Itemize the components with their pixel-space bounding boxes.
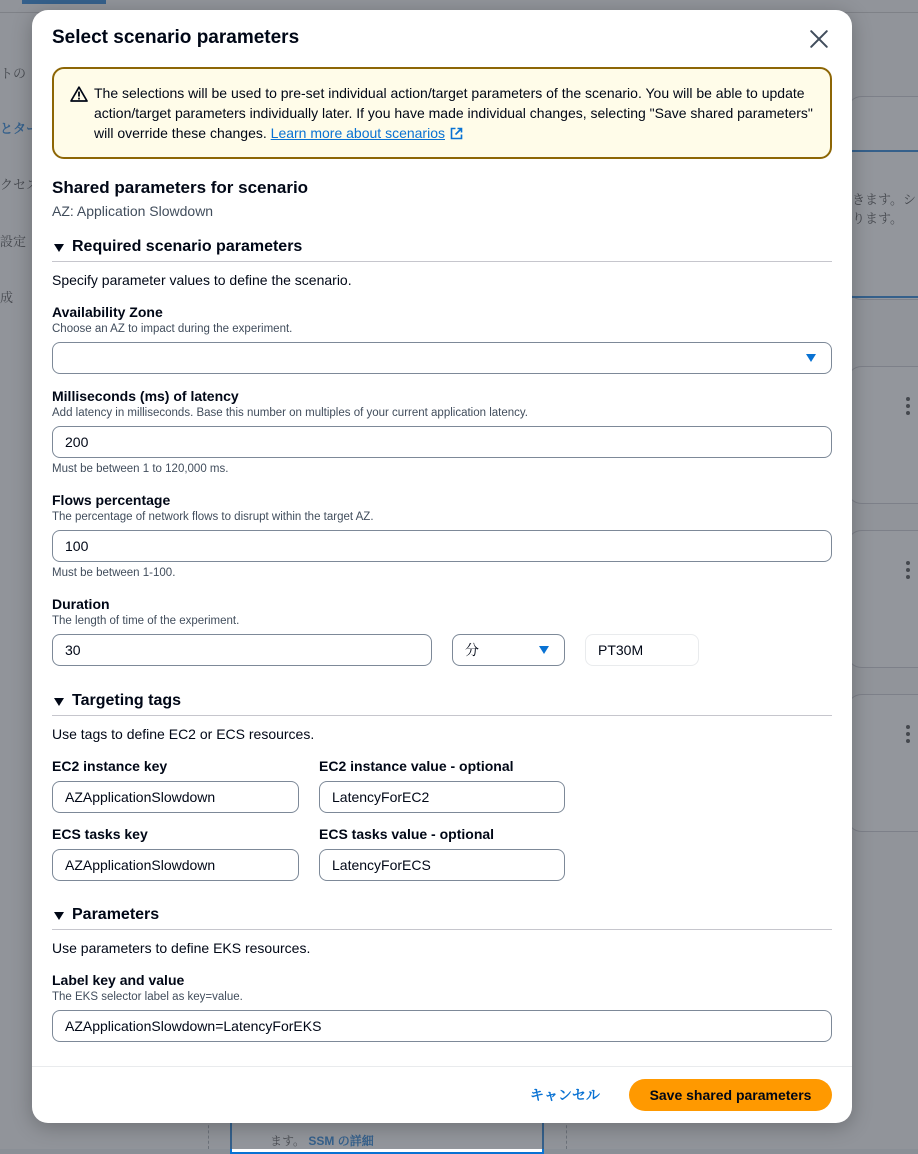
cancel-button[interactable]: キャンセル (530, 1087, 600, 1103)
flows-constraint: Must be between 1-100. (52, 567, 176, 579)
ec2-key-input[interactable] (52, 781, 299, 813)
targeting-tags-description: Use tags to define EC2 or ECS resources. (52, 726, 315, 742)
label-key-value-input[interactable] (52, 1010, 832, 1042)
caret-down-icon (54, 698, 64, 706)
label-key-value-label: Label key and value (52, 972, 185, 988)
az-select[interactable] (52, 342, 832, 374)
caret-down-icon (806, 354, 816, 362)
targeting-tags-toggle[interactable] (52, 692, 832, 716)
ec2-value-label: EC2 instance value - optional (319, 758, 514, 774)
save-shared-parameters-button[interactable]: Save shared parameters (629, 1079, 832, 1111)
select-scenario-parameters-modal (32, 10, 852, 1123)
duration-unit-value: 分 (465, 642, 479, 658)
scenario-subtitle: AZ: Application Slowdown (52, 203, 214, 219)
parameters-description: Use parameters to define EKS resources. (52, 940, 311, 956)
ec2-key-label: EC2 instance key (52, 758, 168, 774)
flows-description: The percentage of network flows to disrupt within the target AZ. (52, 511, 374, 523)
shared-parameters-title: Shared parameters for scenario (52, 178, 309, 197)
warning-message: The selections will be used to pre-set individual action/target parameters of the scenario. You will be able to update action/target parameters individually later. If you have made individual changes, selecting "Save shared parameters" will override these changes. (94, 85, 813, 141)
section-divider (52, 715, 832, 716)
flows-input[interactable] (52, 530, 832, 562)
caret-down-icon (54, 244, 64, 252)
modal-title: Select scenario parameters (52, 27, 300, 48)
warning-icon (70, 86, 88, 102)
duration-input[interactable] (52, 634, 432, 666)
section-divider (52, 261, 832, 262)
required-parameters-toggle[interactable] (52, 238, 832, 262)
parameters-header: Parameters (72, 906, 160, 923)
required-parameters-header: Required scenario parameters (72, 238, 303, 255)
warning-text (94, 83, 824, 143)
caret-down-icon (539, 646, 549, 654)
footer-divider (32, 1066, 852, 1067)
latency-input[interactable] (52, 426, 832, 458)
ecs-key-input[interactable] (52, 849, 299, 881)
caret-down-icon (54, 912, 64, 920)
latency-constraint: Must be between 1 to 120,000 ms. (52, 463, 229, 475)
duration-unit-select[interactable] (452, 634, 565, 666)
close-icon[interactable] (806, 26, 832, 52)
parameters-toggle[interactable] (52, 906, 832, 930)
ec2-value-input[interactable] (319, 781, 565, 813)
ecs-value-label: ECS tasks value - optional (319, 826, 495, 842)
latency-description: Add latency in milliseconds. Base this number on multiples of your current application latency. (52, 407, 528, 419)
flows-label: Flows percentage (52, 492, 171, 508)
ecs-key-label: ECS tasks key (52, 826, 148, 842)
warning-alert (52, 67, 832, 159)
duration-iso-readout: PT30M (585, 634, 699, 666)
external-link-icon[interactable] (450, 127, 463, 140)
latency-label: Milliseconds (ms) of latency (52, 388, 239, 404)
duration-description: The length of time of the experiment. (52, 615, 240, 627)
ecs-value-input[interactable] (319, 849, 565, 881)
label-key-value-description: The EKS selector label as key=value. (52, 991, 243, 1003)
required-parameters-description: Specify parameter values to define the scenario. (52, 272, 352, 288)
learn-more-link[interactable]: Learn more about scenarios (270, 125, 445, 141)
duration-label: Duration (52, 596, 110, 612)
az-description: Choose an AZ to impact during the experiment. (52, 323, 293, 335)
targeting-tags-header: Targeting tags (72, 692, 182, 709)
section-divider (52, 929, 832, 930)
az-label: Availability Zone (52, 304, 163, 320)
